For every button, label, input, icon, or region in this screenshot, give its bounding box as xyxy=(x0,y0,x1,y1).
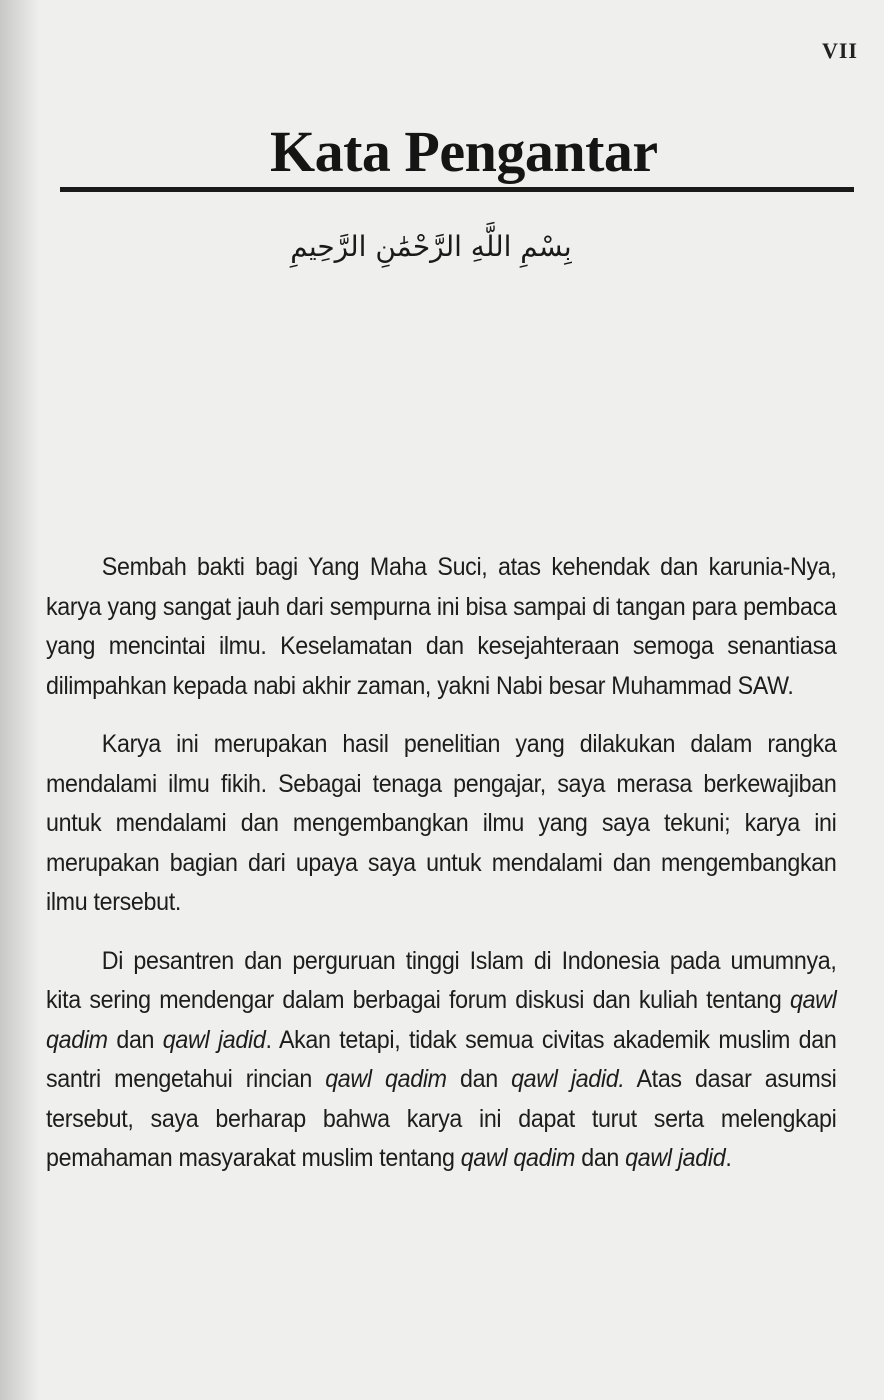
page-number: VII xyxy=(821,38,858,63)
text-run: dan xyxy=(107,1025,163,1054)
paragraph-2 xyxy=(46,725,837,923)
italic-term: qawl qadim xyxy=(460,1144,576,1172)
italic-term: qawl jadid xyxy=(162,1025,266,1054)
paragraph-3 xyxy=(46,942,837,1179)
paragraph-1 xyxy=(46,548,837,706)
italic-term: qawl jadid. xyxy=(511,1065,625,1093)
text-run: Sembah bakti bagi Yang Maha Suci, atas kehendak dan karunia-Nya, karya yang sangat jauh dari sempurna ini bisa sampai di tangan para pembaca yang mencintai ilmu. Keselamatan dan kesejahteraan semoga senantiasa dilimpahkan kepada nabi akhir zaman, yakni Nabi besar Muhammad SAW. xyxy=(46,553,837,700)
page-gutter-shade xyxy=(0,0,40,1400)
italic-term: qawl jadid xyxy=(625,1144,726,1172)
text-run: . xyxy=(725,1144,732,1172)
text-run: Karya ini merupakan hasil penelitian yang dilakukan dalam rangka mendalami ilmu fikih. Sebagai tenaga pengajar, saya merasa berkewajiban untuk mendalami dan mengembangkan ilmu yang saya tekuni; karya ini merupakan bagian dari upaya saya untuk mendalami dan mengembangkan ilmu tersebut. xyxy=(46,730,837,916)
body-text xyxy=(46,548,837,1198)
italic-term: qawl qadim xyxy=(325,1065,447,1093)
page-title: Kata Pengantar xyxy=(270,119,658,184)
text-run: . Akan tetapi, tidak semua civitas akademik muslim dan santri mengetahui rincian xyxy=(46,1025,837,1093)
text-run: dan xyxy=(446,1065,512,1093)
title-underline-rule xyxy=(60,187,854,192)
text-run: Atas dasar asumsi tersebut, saya berharap bahwa karya ini dapat turut serta melengkapi pemahaman masyarakat muslim tentang xyxy=(46,1065,837,1172)
basmala-calligraphy: بِسْمِ اللَّهِ الرَّحْمَٰنِ الرَّحِيمِ xyxy=(290,230,572,263)
text-run: Di pesantren dan perguruan tinggi Islam di Indonesia pada umumnya, kita sering mendengar dalam berbagai forum diskusi dan kuliah tentang xyxy=(46,946,837,1014)
italic-term: qawl qadim xyxy=(46,986,837,1054)
text-run: dan xyxy=(575,1144,626,1172)
